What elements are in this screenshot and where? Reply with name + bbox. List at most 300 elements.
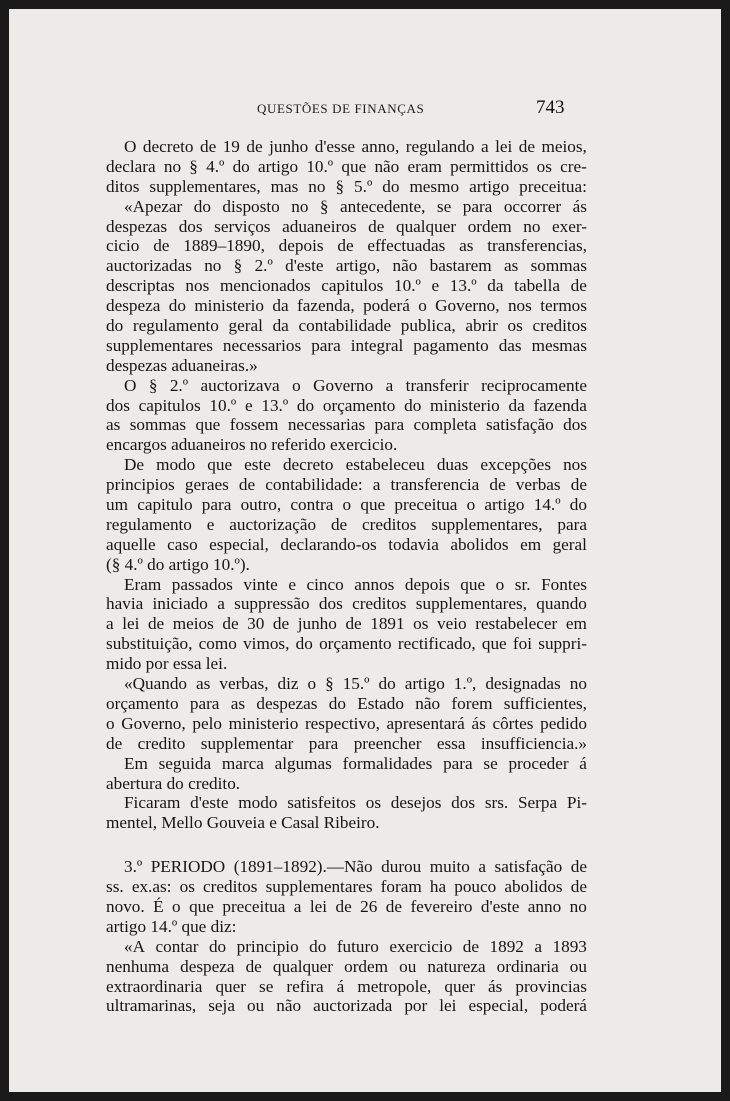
word: orçamento — [319, 634, 392, 654]
word: que — [360, 495, 386, 515]
word: artigo — [484, 495, 525, 515]
text-line — [106, 594, 587, 614]
word: que — [460, 574, 486, 594]
word: de — [570, 276, 587, 296]
word: metropole, — [357, 976, 432, 996]
word: dos — [563, 415, 587, 435]
word: ordinaria — [496, 956, 559, 976]
word: que — [481, 634, 507, 654]
word: creditos — [362, 514, 417, 534]
word: refira — [286, 976, 324, 996]
word: dos — [318, 594, 343, 614]
word: da — [508, 395, 525, 415]
word: abrir — [465, 316, 498, 336]
word: os — [413, 614, 429, 634]
text-line — [106, 793, 587, 813]
word: decreto — [142, 137, 194, 156]
word: pelo — [192, 713, 222, 733]
word: do — [382, 176, 400, 196]
word: junho — [269, 137, 309, 156]
word: a — [293, 896, 302, 916]
word: no — [308, 176, 326, 196]
word: o — [495, 574, 505, 594]
word: muito — [429, 857, 470, 877]
word: Serpa — [517, 793, 558, 813]
word: 1893 — [552, 936, 587, 956]
text-line — [106, 197, 587, 217]
word: para — [462, 196, 493, 216]
word: suppressão — [234, 594, 310, 614]
word: É — [153, 896, 164, 916]
word: d'este — [285, 256, 324, 276]
word: um — [106, 495, 128, 515]
word: de — [147, 614, 165, 634]
word: creditos — [203, 877, 258, 897]
word: cicio — [106, 236, 140, 256]
word: quando — [536, 594, 587, 614]
word: a — [385, 375, 394, 395]
word: § — [325, 674, 334, 694]
word: da — [487, 276, 504, 296]
word: aquelle — [106, 534, 156, 554]
word: o — [418, 296, 427, 316]
text-line — [106, 276, 587, 296]
word: e — [288, 574, 296, 594]
word: antecedente, — [340, 196, 426, 216]
word: 2.º — [254, 256, 273, 276]
word: rectificado, — [397, 634, 476, 654]
word: cre- — [560, 156, 587, 176]
word: provincias — [515, 976, 587, 996]
word: satisfeitos — [287, 793, 356, 813]
word: § — [189, 156, 198, 176]
word: nenhuma — [106, 956, 170, 976]
word: o — [172, 896, 181, 916]
word: contabilidade: — [265, 475, 363, 495]
word: restabelecer — [475, 614, 558, 634]
word: os — [507, 316, 523, 336]
word: no — [569, 674, 587, 694]
word: artigo — [404, 674, 445, 694]
word: de — [245, 956, 262, 976]
word: Governo, — [121, 713, 186, 733]
word: lei — [495, 137, 513, 156]
word: do — [168, 296, 186, 316]
word: do — [295, 634, 313, 654]
word: «Quando — [124, 674, 188, 694]
word: para — [311, 335, 341, 355]
word: de — [368, 216, 385, 236]
word: § — [148, 375, 158, 395]
word: credito — [137, 733, 186, 753]
word: á — [336, 976, 345, 996]
word: de — [385, 896, 402, 916]
word: do — [193, 196, 211, 216]
word: ministerio — [430, 395, 500, 415]
word: geral — [228, 316, 263, 336]
word: supplementares, — [431, 514, 543, 534]
word: a — [480, 137, 489, 156]
word: annos — [354, 574, 395, 594]
word: a — [372, 475, 381, 495]
word: 10.º — [394, 276, 421, 296]
word: PERIODO — [150, 857, 226, 877]
word: despezas — [256, 693, 318, 713]
word: havia — [106, 594, 144, 614]
word: para — [189, 693, 220, 713]
word: 15.º — [342, 674, 370, 694]
word: para — [443, 753, 473, 773]
word: o — [106, 713, 115, 733]
word: artigo — [257, 156, 299, 176]
text-line — [106, 977, 587, 997]
word: do — [232, 156, 250, 176]
text-line — [106, 877, 587, 897]
text-line — [106, 614, 587, 634]
word: O — [124, 375, 137, 395]
word: regulando — [405, 137, 475, 156]
text-line — [106, 857, 587, 877]
word: que — [189, 896, 214, 916]
word: do — [309, 936, 327, 956]
word: lei — [122, 614, 140, 634]
text-line: artigo 14.º que diz: — [106, 916, 237, 936]
word: lei — [439, 996, 457, 1016]
word: decreto — [282, 455, 334, 475]
word: se — [259, 976, 274, 996]
text-line — [106, 396, 587, 416]
word: mencionados — [219, 276, 311, 296]
word: os — [536, 156, 552, 176]
word: srs. — [484, 793, 509, 813]
text-line: mido por essa lei. — [106, 654, 228, 674]
word: seguida — [158, 753, 212, 773]
book-page — [9, 9, 721, 1092]
word: pedido — [540, 713, 587, 733]
word: disposto — [222, 196, 280, 216]
word: ex.as: — [131, 877, 172, 897]
text-line — [106, 455, 587, 475]
word: 10.º — [306, 156, 334, 176]
word: e — [431, 276, 440, 296]
word: diz — [277, 674, 299, 694]
word: pagamento — [413, 335, 489, 355]
word: poderá — [540, 996, 587, 1016]
word: para — [201, 495, 232, 515]
word: auctorizada — [313, 996, 393, 1016]
page-number: 743 — [536, 97, 565, 118]
word: de — [238, 475, 256, 495]
word: fossem — [229, 415, 279, 435]
word: junho — [297, 614, 337, 634]
word: 19 — [222, 137, 240, 156]
word: occorrer — [503, 196, 562, 216]
word: supplementares, — [149, 176, 261, 196]
word: contabilidade — [298, 316, 392, 336]
word: meios, — [541, 137, 587, 156]
word: Em — [124, 753, 148, 773]
word: das — [498, 335, 522, 355]
word: orçamento — [322, 395, 396, 415]
word: transferencias, — [487, 236, 587, 256]
text-line — [106, 937, 587, 957]
word: regulamento — [106, 514, 192, 534]
word: d'este — [480, 896, 520, 916]
word: respectivo, — [304, 713, 380, 733]
word: principios — [106, 475, 175, 495]
word: Governo — [313, 375, 374, 395]
word: em — [520, 534, 542, 554]
word: necessarios — [222, 335, 302, 355]
word: o — [307, 674, 317, 694]
word: supplementares, — [415, 594, 527, 614]
word: declarando-os — [280, 534, 377, 554]
text-line — [106, 137, 587, 157]
word: para — [557, 514, 587, 534]
word: nos — [185, 276, 210, 296]
word: effectuadas — [367, 236, 446, 256]
word: 3.º — [124, 857, 143, 877]
word: aduaneiros — [282, 216, 357, 236]
word: seja — [208, 996, 235, 1016]
word: supplementar — [200, 733, 294, 753]
word: 30 — [247, 614, 265, 634]
word: 1889–1890, — [183, 236, 265, 256]
word: no — [163, 156, 182, 176]
word: completa — [413, 415, 477, 435]
word: fevereiro — [410, 896, 473, 916]
running-title: QUESTÕES DE FINANÇAS — [257, 101, 425, 116]
word: insufficiencia.» — [480, 733, 587, 753]
word: ou — [247, 996, 265, 1016]
word: d'este — [190, 793, 229, 813]
text-line — [106, 217, 587, 237]
word: integral — [350, 335, 404, 355]
word: como — [198, 634, 237, 654]
word: do — [296, 395, 315, 415]
word: da — [272, 316, 289, 336]
word: despeza — [106, 296, 161, 316]
word: transferencia — [390, 475, 480, 495]
text-line — [106, 694, 587, 714]
text-line — [106, 515, 587, 535]
word: despezas — [106, 216, 168, 236]
word: 13.º — [449, 276, 477, 296]
word: abolidos — [450, 534, 509, 554]
word: 1892 — [489, 936, 524, 956]
word: em — [565, 614, 587, 634]
word: anno — [527, 896, 562, 916]
text-line — [106, 495, 587, 515]
word: novo. — [106, 896, 145, 916]
word: verbas, — [219, 674, 269, 694]
word: no — [569, 896, 587, 916]
word: dos — [106, 395, 130, 415]
word: as — [106, 415, 121, 435]
word: ss. — [106, 877, 124, 897]
word: necessarias — [287, 415, 366, 435]
word: se — [483, 753, 498, 773]
word: algumas — [274, 753, 332, 773]
word: regulamento — [132, 316, 219, 336]
word: de — [106, 733, 123, 753]
word: as — [230, 693, 246, 713]
word: modo — [238, 793, 278, 813]
word: capitulos — [138, 395, 201, 415]
word: 2.º — [169, 375, 189, 395]
word: futuro — [336, 936, 379, 956]
word: poderá — [363, 296, 410, 316]
word: a — [534, 936, 543, 956]
word: auctorizava — [200, 375, 280, 395]
word: de — [570, 475, 587, 495]
word: orçamento — [106, 693, 179, 713]
word: e — [206, 514, 215, 534]
word: substituição, — [106, 634, 193, 654]
word: os — [179, 877, 195, 897]
word: designadas — [485, 674, 561, 694]
word: Estado — [357, 693, 404, 713]
text-line — [106, 157, 587, 177]
word: capitulos — [321, 276, 384, 296]
word: bastarem — [429, 256, 492, 276]
word: formalidades — [342, 753, 433, 773]
word: todavia — [388, 534, 439, 554]
word: de — [489, 475, 506, 495]
word: as — [503, 256, 519, 276]
word: ou — [399, 956, 417, 976]
word: que — [207, 455, 233, 475]
word: apresentará — [386, 713, 465, 733]
word: de — [199, 137, 217, 156]
word: as — [459, 236, 474, 256]
word: artigo, — [335, 256, 381, 276]
word: quer — [215, 976, 246, 996]
word: não — [415, 693, 441, 713]
word: do — [208, 936, 227, 956]
word: despeza — [180, 956, 235, 976]
word: do — [328, 693, 346, 713]
word: eram — [407, 156, 442, 176]
word: mesmas — [531, 335, 587, 355]
text-line — [106, 996, 587, 1016]
word: exercicio — [389, 936, 453, 956]
word: outro, — [240, 495, 282, 515]
word: serviços — [214, 216, 271, 236]
word: de — [518, 137, 535, 156]
word: no — [204, 256, 222, 276]
word: permittidos — [450, 156, 529, 176]
word: lei — [309, 896, 328, 916]
word: ou — [569, 956, 587, 976]
text-line — [106, 674, 587, 694]
word: duas — [436, 455, 469, 475]
word: dos — [451, 793, 476, 813]
word: especial, — [209, 534, 269, 554]
word: (1891–1892).—Não — [233, 857, 373, 877]
word: anno, — [361, 137, 400, 156]
text-line — [106, 734, 587, 754]
word: preencher — [353, 733, 422, 753]
text-line: abertura do credito. — [106, 773, 241, 793]
word: Governo, — [435, 296, 500, 316]
word: verbas — [515, 475, 561, 495]
word: pouco — [454, 877, 497, 897]
text-line: encargos aduaneiros no referido exercicio. — [106, 435, 398, 455]
word: Ficaram — [124, 793, 181, 813]
word: abolidos — [504, 877, 563, 897]
word: depois — [278, 236, 324, 256]
word: principio — [236, 936, 299, 956]
word: no — [291, 196, 309, 216]
word: «A — [124, 936, 146, 956]
word: estabeleceu — [345, 455, 425, 475]
word: de — [337, 236, 354, 256]
word: a — [217, 594, 225, 614]
word: proceder — [508, 753, 569, 773]
word: auctorização — [229, 514, 317, 534]
word: preceitua — [222, 896, 286, 916]
text-line — [106, 296, 587, 316]
word: á — [579, 753, 587, 773]
word: no — [523, 216, 541, 236]
word: de — [570, 877, 587, 897]
word: este — [244, 455, 271, 475]
word: que — [341, 156, 367, 176]
text-line: despezas aduaneiras.» — [106, 355, 258, 375]
word: ordem — [344, 956, 389, 976]
word: creditos — [352, 594, 407, 614]
text-line — [106, 316, 587, 336]
word: supplementares — [265, 877, 373, 897]
word: tabella — [514, 276, 560, 296]
word: o — [466, 495, 476, 515]
word: 1.º, — [453, 674, 477, 694]
text-line: (§ 4.º do artigo 10.º). — [106, 554, 250, 574]
word: modo — [156, 455, 196, 475]
word: termos — [540, 296, 587, 316]
word: extraordinaria — [106, 976, 203, 996]
word: transferir — [405, 375, 469, 395]
word: Eram — [124, 574, 162, 594]
word: o — [342, 495, 352, 515]
word: ditos — [106, 176, 140, 196]
word: 14.º — [533, 495, 561, 515]
word: ministerio — [194, 296, 265, 316]
word: artigo — [469, 176, 510, 196]
word: foram — [380, 877, 422, 897]
word: O — [124, 137, 137, 156]
word: do — [106, 316, 124, 336]
word: § — [335, 176, 345, 196]
word: vinte — [243, 574, 278, 594]
word: passados — [171, 574, 233, 594]
text-line — [106, 177, 587, 197]
word: d'esse — [314, 137, 356, 156]
word: as — [196, 674, 211, 694]
word: do — [404, 395, 422, 415]
text-line — [106, 535, 587, 555]
word: descriptas — [106, 276, 175, 296]
word: geraes — [184, 475, 229, 495]
word: reciprocamente — [481, 375, 587, 395]
word: 1891 — [370, 614, 405, 634]
word: durou — [381, 857, 422, 877]
word: capitulo — [137, 495, 193, 515]
word: geral — [552, 534, 587, 554]
word: fazenda — [533, 395, 587, 415]
word: satisfação — [494, 857, 563, 877]
